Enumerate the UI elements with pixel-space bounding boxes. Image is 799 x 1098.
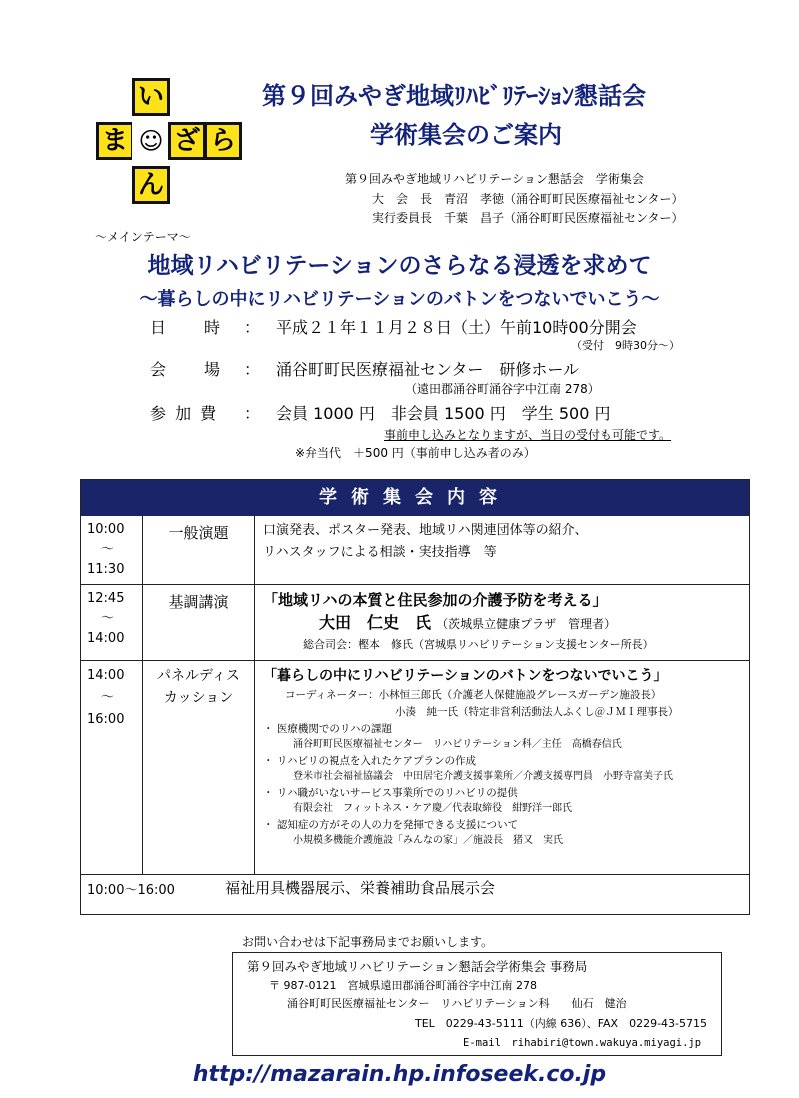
panel-coordinator-2: 小湊 純一氏（特定非営利活動法人ふくし＠ＪＭＩ理事長）	[395, 706, 679, 718]
fee-value: 会員 1000 円 非会員 1500 円 学生 500 円	[276, 404, 611, 423]
panel-topic-speaker: 登米市社会福祉協議会 中田居宅介護支援事業所／介護支援専門員 小野寺富美子氏	[293, 771, 673, 782]
program-row-keynote	[81, 584, 749, 660]
row4-text: 福祉用具機器展示、栄養補助食品展示会	[225, 879, 496, 897]
keynote-speaker: 大田 仁史 氏	[319, 613, 432, 632]
date-note: （受付 9時30分～）	[571, 339, 680, 352]
logo-cell-bottom: ん	[132, 166, 170, 204]
program-table	[80, 479, 750, 915]
row3-time-end: 16:00	[87, 712, 125, 727]
organizer-president: 大 会 長 青沼 孝徳（涌谷町町民医療福祉センター）	[372, 192, 684, 206]
smiley-icon: ☺	[132, 122, 170, 160]
logo-cell-left: ま	[96, 122, 134, 160]
row1-line1: 口演発表、ポスター発表、地域リハ関連団体等の紹介、	[263, 523, 588, 538]
keynote-speaker-affiliation: （茨城県立健康プラザ 管理者）	[436, 617, 617, 631]
row3-category-line1: パネルディス	[157, 668, 240, 684]
panel-topic: ・ 医療機関でのリハの課題	[263, 723, 393, 735]
fee-note-registration: 事前申し込みとなりますが、当日の受付も可能です。	[384, 428, 672, 442]
row3-time-start: 14:00	[87, 668, 125, 683]
row1-line2: リハスタッフによる相談・実技指導 等	[263, 545, 497, 560]
website-link[interactable]: http://mazarain.hp.infoseek.co.jp	[192, 1062, 607, 1087]
venue-note: （遠田郡涌谷町涌谷字中江南 278）	[405, 382, 600, 396]
keynote-title: 「地域リハの本質と住民参加の介護予防を考える」	[263, 591, 608, 609]
panel-topic-speaker: 小規模多機能介護施設「みんなの家」／施設長 猪又 実氏	[293, 835, 563, 846]
panel-topic: ・ 認知症の方がその人の力を発揮できる支援について	[263, 819, 519, 831]
contact-tel-fax: TEL 0229-43-5111（内線 636）、FAX 0229-43-5715	[415, 1017, 708, 1030]
contact-box	[232, 952, 722, 1056]
date-label: 日 時	[150, 318, 223, 337]
organizer-committee-chair: 実行委員長 千葉 昌子（涌谷町町民医療福祉センター）	[372, 211, 684, 225]
logo-cell-right1: ざ	[168, 122, 206, 160]
date-colon: ：	[244, 318, 261, 337]
row1-category: 一般演題	[143, 516, 255, 584]
panel-topic-speaker: 有限会社 フィットネス・ケア慶／代表取締役 紺野洋一郎氏	[293, 803, 573, 814]
panel-title: 「暮らしの中にリハビリテーションのバトンをつないでいこう」	[263, 668, 668, 684]
contact-office: 第９回みやぎ地域リハビリテーション懇話会学術集会 事務局	[247, 959, 588, 974]
date-value: 平成２１年１１月２８日（土）午前10時00分開会	[276, 318, 637, 337]
contact-email[interactable]: E-mail rihabiri@town.wakuya.miyagi.jp	[463, 1037, 702, 1049]
venue-colon: ：	[244, 360, 261, 379]
organizer-event: 第９回みやぎ地域リハビリテーション懇話会 学術集会	[345, 172, 644, 186]
panel-topic: ・ リハ職がいないサービス事業所でのリハビリの提供	[263, 787, 518, 799]
fee-label: 参 加 費	[150, 404, 219, 423]
panel-topic: ・ リハビリの視点を入れたケアプランの作成	[263, 755, 477, 767]
row4-time: 10:00～16:00	[87, 883, 175, 898]
page-title: 第９回みやぎ地域ﾘﾊﾋﾞﾘﾃｰｼｮﾝ懇話会	[262, 82, 646, 110]
row2-time-end: 14:00	[87, 631, 125, 646]
fee-colon: ：	[244, 404, 261, 423]
venue-label: 会 場	[150, 360, 223, 379]
logo-cell-right2: ら	[204, 122, 242, 160]
row3-category-line2: カッション	[163, 690, 234, 706]
keynote-chair: 総合司会：樫本 修氏（宮城県リハビリテーション支援センター所長）	[303, 638, 654, 651]
logo-cell-top: い	[132, 78, 170, 116]
theme-label: ～メインテーマ～	[95, 230, 191, 244]
row3-tilde: ～	[101, 690, 115, 705]
program-row-general	[81, 516, 749, 584]
program-row-panel	[81, 660, 749, 874]
contact-address: 〒 987-0121 宮城県遠田郡涌谷町涌谷字中江南 278	[269, 979, 537, 992]
contact-note: お問い合わせは下記事務局までお願いします。	[242, 935, 494, 949]
row2-tilde: ～	[101, 611, 115, 626]
row2-category: 基調講演	[143, 585, 255, 660]
contact-person: 涌谷町町民医療福祉センター リハビリテーション科 仙石 健治	[287, 997, 627, 1010]
main-theme: 地域リハビリテーションのさらなる浸透を求めて	[147, 253, 652, 279]
program-header: 学術集会内容	[81, 480, 749, 516]
mazarain-logo	[86, 78, 272, 208]
venue-value: 涌谷町町民医療福祉センター 研修ホール	[276, 360, 580, 379]
row1-time-end: 11:30	[87, 562, 125, 577]
program-row-exhibition	[81, 874, 749, 914]
row1-time-start: 10:00	[87, 522, 125, 537]
page-subtitle: 学術集会のご案内	[370, 121, 562, 149]
sub-theme: ～暮らしの中にリハビリテーションのバトンをつないでいこう～	[139, 289, 660, 310]
panel-coordinator-1: コーディネーター：小林恒三郎氏（介護老人保健施設グレースガーデン施設長）	[285, 689, 662, 701]
row1-tilde: ～	[101, 542, 115, 557]
panel-topic-speaker: 涌谷町町民医療福祉センター リハビリテーション科／主任 高橋春信氏	[293, 739, 622, 750]
fee-note-lunch: ※弁当代 ＋500 円（事前申し込み者のみ）	[295, 446, 536, 460]
row2-time-start: 12:45	[87, 591, 125, 606]
